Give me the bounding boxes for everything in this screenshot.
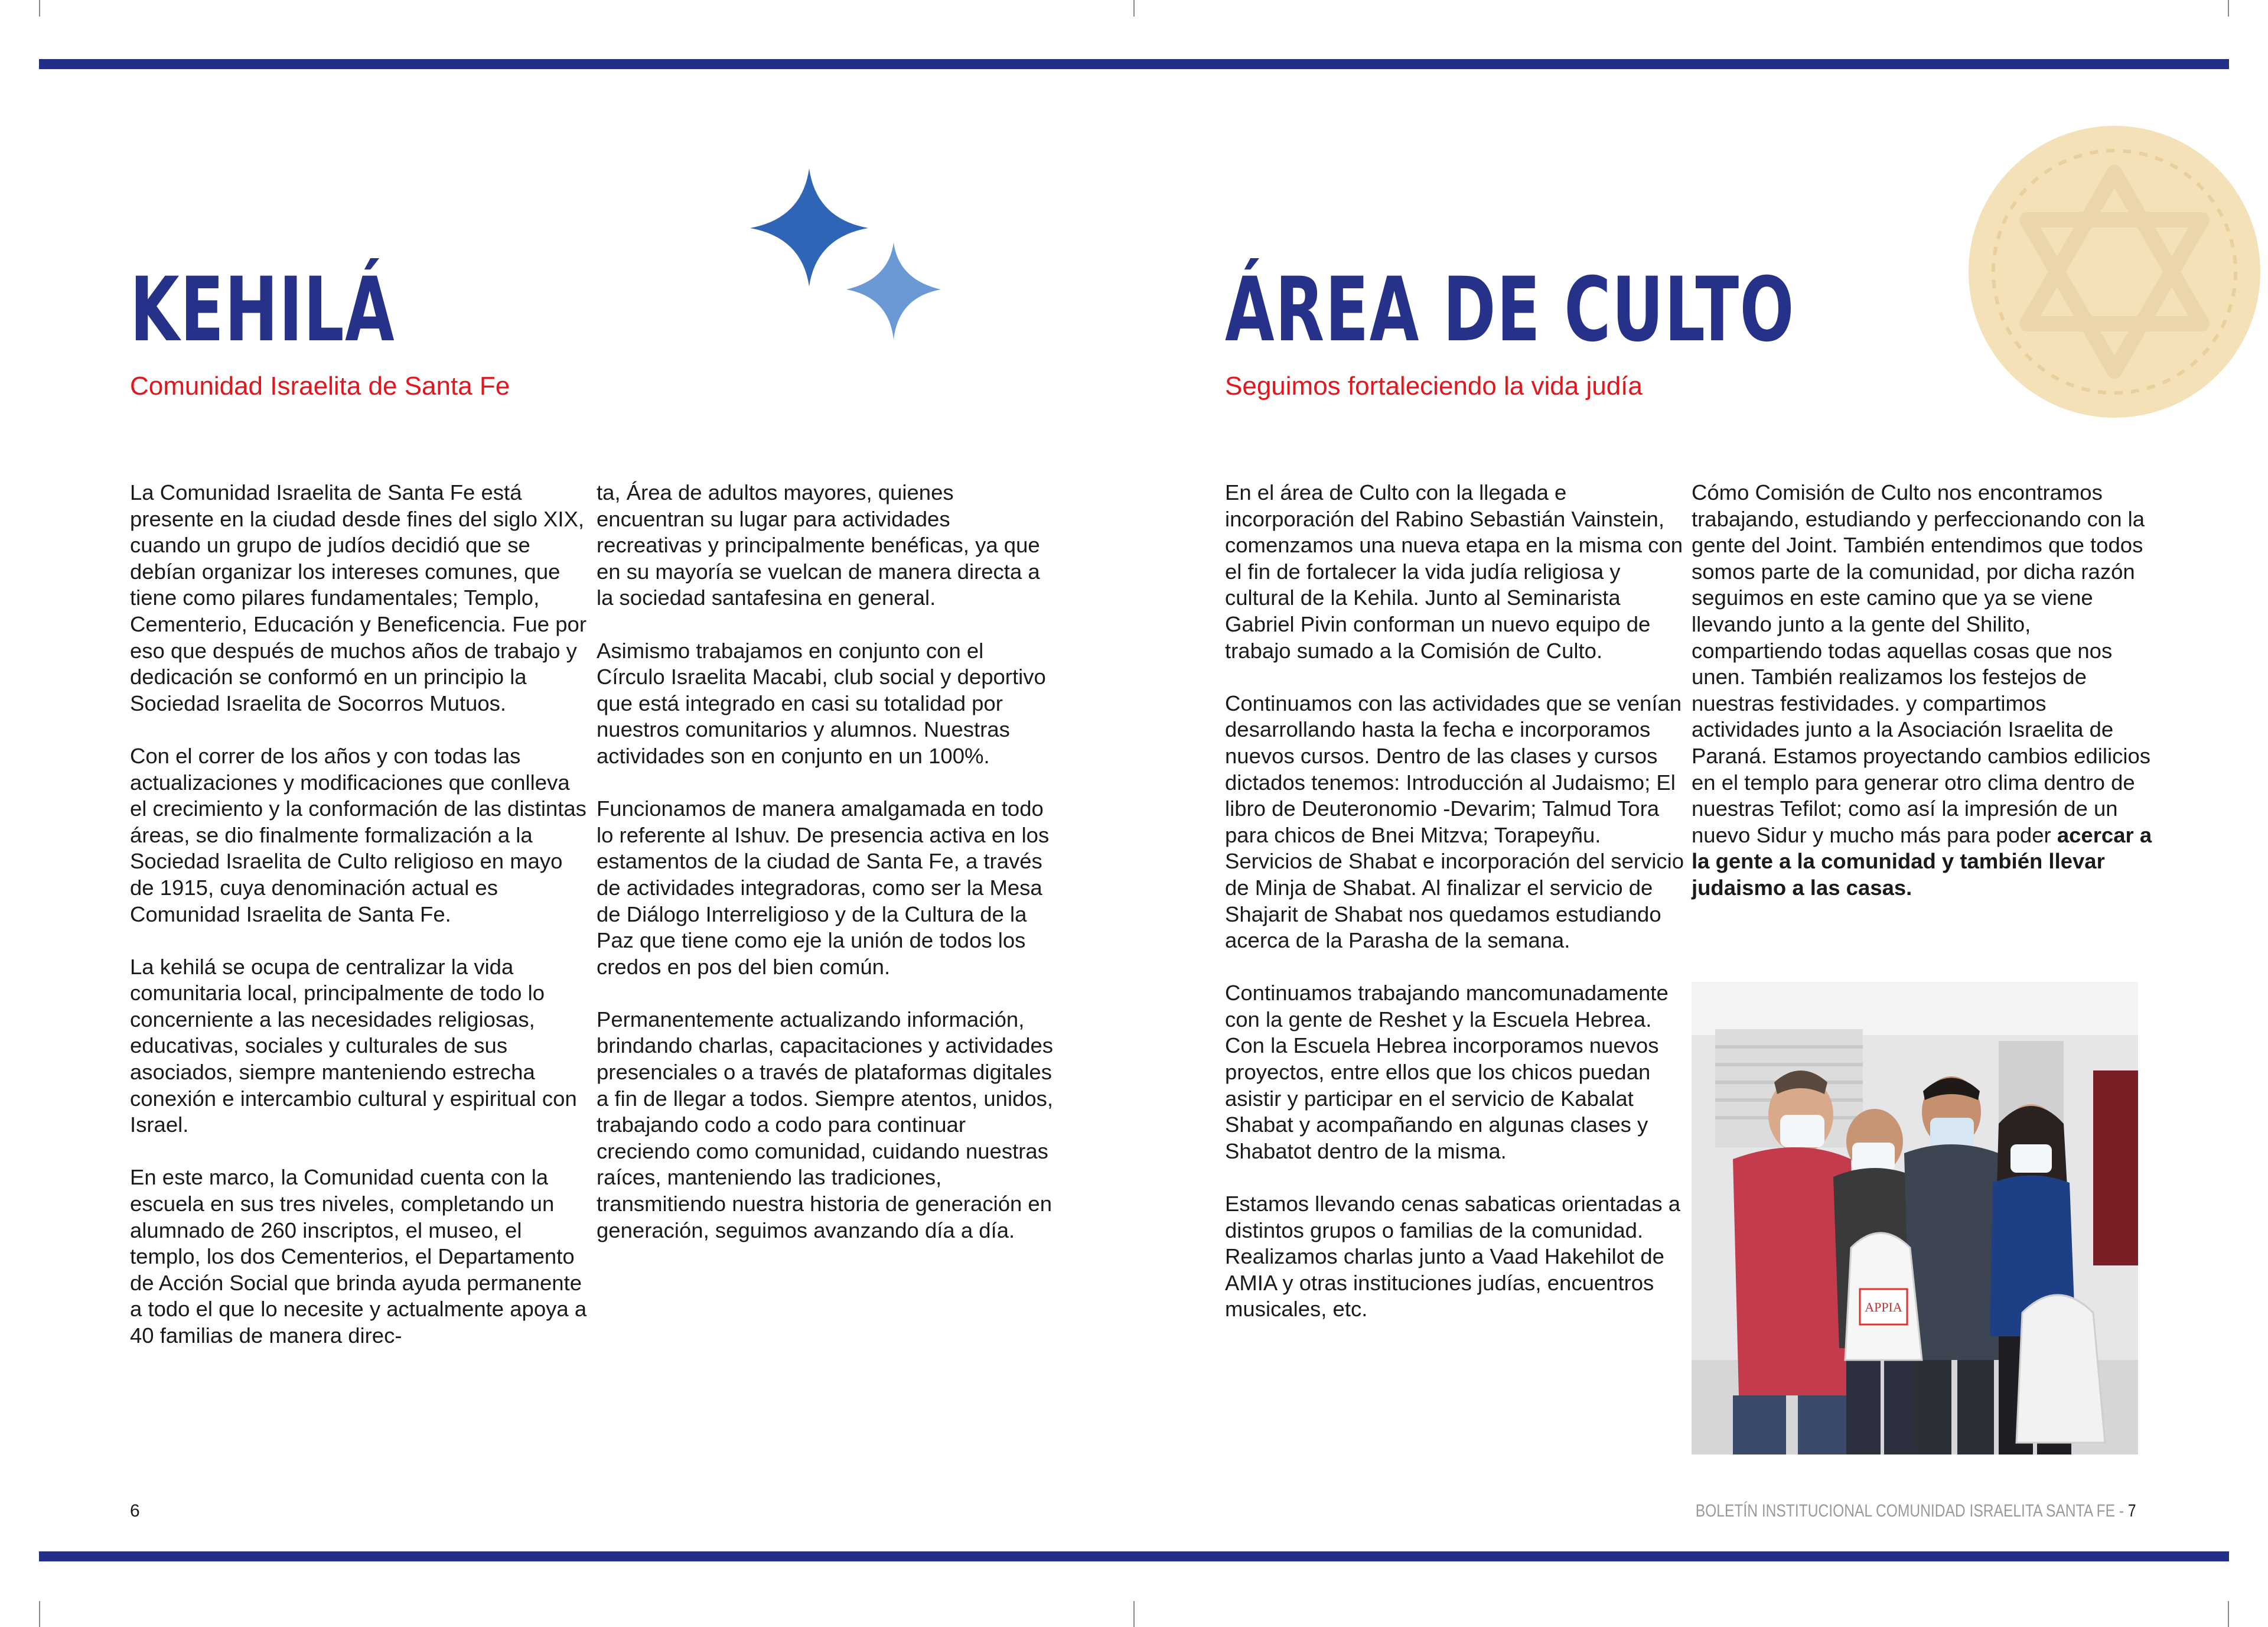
paragraph: Funcionamos de manera amalgamada en todo lo referente al Ishuv. De presencia activa en los estamentos de la ciudad de Santa Fe, a través de actividades integradoras, como ser la Mesa de Diálogo Interreligioso y de la Cultura de la Paz que tiene como eje la unión de todos los credos en pos del bien común. [597, 796, 1050, 979]
page-title: KEHILÁ [130, 259, 396, 362]
paragraph: Con el correr de los años y con todas las actualizaciones y modificaciones que conlleva el crecimiento y la conformación de las distintas áreas, se dio finalmente formalización a la Sociedad Israelita de Culto religioso en mayo de 1915, cuya denominación actual es Comunidad Israelita de Santa Fe. [130, 743, 586, 926]
footer-separator: - [2115, 1501, 2129, 1521]
paragraph [1692, 480, 2152, 902]
bottom-rule [39, 1551, 2229, 1561]
group-photo [1692, 982, 2138, 1454]
crop-mark [1133, 1601, 1135, 1627]
page-number: 6 [130, 1501, 140, 1521]
paragraph: Continuamos con las actividades que se venían desarrollando hasta la fecha e incorporamos nuevos cursos. Dentro de las clases y cursos dictados tenemos: Introducción al Judaismo; El libro de Deuteronomio -Devarim; Talmud Tora para chicos de Bnei Mitzva; Torapeyñu. Servicios de Shabat e incorporación del servicio de Minja de Shabat. Al finalizar el servicio de Shajarit de Shabat nos quedamos estudiando acerca de la Parasha de la semana. [1225, 691, 1684, 953]
page-footer [1696, 1501, 2136, 1521]
paragraph: La Comunidad Israelita de Santa Fe está presente en la ciudad desde fines del siglo XIX, cuando un grupo de judíos decidió que se debían organizar los intereses comunes, que tiene como pilares fundamentales; Templo, Cementerio, Educación y Beneficencia. Fue por eso que después de muchos años de trabajo y dedicación se conformó en un principio la Sociedad Israelita de Socorros Mutuos. [130, 480, 587, 715]
article-column [130, 480, 591, 1375]
paragraph: ta, Área de adultos mayores, quienes encuentran su lugar para actividades recreativas y principalmente benéficas, ya que en su mayoría se vuelcan de manera directa a la sociedad santafesina en general. [597, 480, 1040, 610]
paragraph: Estamos llevando cenas sabaticas orientadas a distintos grupos o familias de la comunidad. Realizamos charlas junto a Vaad Hakehilot de AMIA y otras instituciones judías, encuentros musicales, etc. [1225, 1192, 1681, 1322]
page-subtitle: Seguimos fortaleciendo la vida judía [1225, 372, 1643, 401]
article-column [597, 480, 1057, 1270]
sparkle-large [750, 168, 868, 287]
emphasis-text: acercar a la gente a la comunidad y también llevar judaismo a las casas. [1692, 822, 2152, 900]
crop-mark [39, 0, 40, 17]
paragraph: En este marco, la Comunidad cuenta con la escuela en sus tres niveles, completando un alumnado de 260 inscriptos, el museo, el templo, los dos Cementerios, el Departamento de Acción Social que brinda ayuda permanente a todo el que lo necesite y actualmente apoya a 40 familias de manera direc- [130, 1165, 587, 1348]
article-column [1692, 480, 2152, 928]
bag-label: APPIA [1865, 1300, 1902, 1314]
top-rule [39, 59, 2229, 69]
paragraph: En el área de Culto con la llegada e incorporación del Rabino Sebastián Vainstein, comenzamos una nueva etapa en la misma con el fin de fortalecer la vida judía religiosa y cultural de la Kehila. Junto al Seminarista Gabriel Pivin conforman un nuevo equipo de trabajo sumado a la Comisión de Culto. [1225, 480, 1683, 663]
publication-name: BOLETÍN INSTITUCIONAL COMUNIDAD ISRAELITA SANTA FE [1696, 1501, 2116, 1521]
article-column [1225, 480, 1686, 1349]
crop-mark [39, 1601, 40, 1627]
paragraph: Asimismo trabajamos en conjunto con el Círculo Israelita Macabi, club social y deportivo que está integrado en casi su totalidad por nuestros comunitarios y alumnos. Nuestras actividades son en conjunto en un 100%. [597, 638, 1046, 768]
page-subtitle: Comunidad Israelita de Santa Fe [130, 372, 510, 401]
page-title: ÁREA DE CULTO [1225, 259, 1795, 362]
crop-mark [2228, 1601, 2229, 1627]
paragraph: La kehilá se ocupa de centralizar la vida comunitaria local, principalmente de todo lo concerniente a las necesidades religiosas, educativas, sociales y culturales de sus asociados, siempre manteniendo estrecha conexión e intercambio cultural y espiritual con Israel. [130, 954, 577, 1137]
paragraph: Continuamos trabajando mancomunadamente con la gente de Reshet y la Escuela Hebrea. Con la Escuela Hebrea incorporamos nuevos proyectos, entre ellos que los chicos puedan asistir y participar en el servicio de Kabalat Shabat y acompañando en algunas clases y Shabatot dentro de la misma. [1225, 981, 1669, 1163]
paragraph-text: Cómo Comisión de Culto nos encontramos trabajando, estudiando y perfeccionando con la gente del Joint. También entendimos que todos somos parte de la comunidad, por dicha razón seguimos en este camino que ya se viene llevando junto a la gente del Shilito, compartiendo todas aquellas cosas que nos unen. También realizamos los festejos de nuestras festividades. y compartimos actividades junto a la Asociación Israelita de Paraná. Estamos proyectando cambios edilicios en el templo para generar otro clima dentro de nuestras Tefilot; como así la impresión de un nuevo Sidur y mucho más para poder [1692, 480, 2151, 847]
crop-mark [1133, 0, 1135, 17]
crop-mark [2228, 0, 2229, 17]
paragraph: Permanentemente actualizando información, brindando charlas, capacitaciones y actividades presenciales o a través de plataformas digitales a fin de llegar a todos. Siempre atentos, unidos, trabajando codo a codo para continuar creciendo como comunidad, cuidando nuestras raíces, manteniendo las tradiciones, transmitiendo nuestra historia de generación en generación, seguimos avanzando día a día. [597, 1007, 1054, 1242]
star-of-david-coin-icon [1967, 106, 2268, 437]
sparkle-small [846, 242, 941, 340]
sparkle-stars-icon [747, 168, 948, 346]
page-number: 7 [2128, 1501, 2136, 1521]
